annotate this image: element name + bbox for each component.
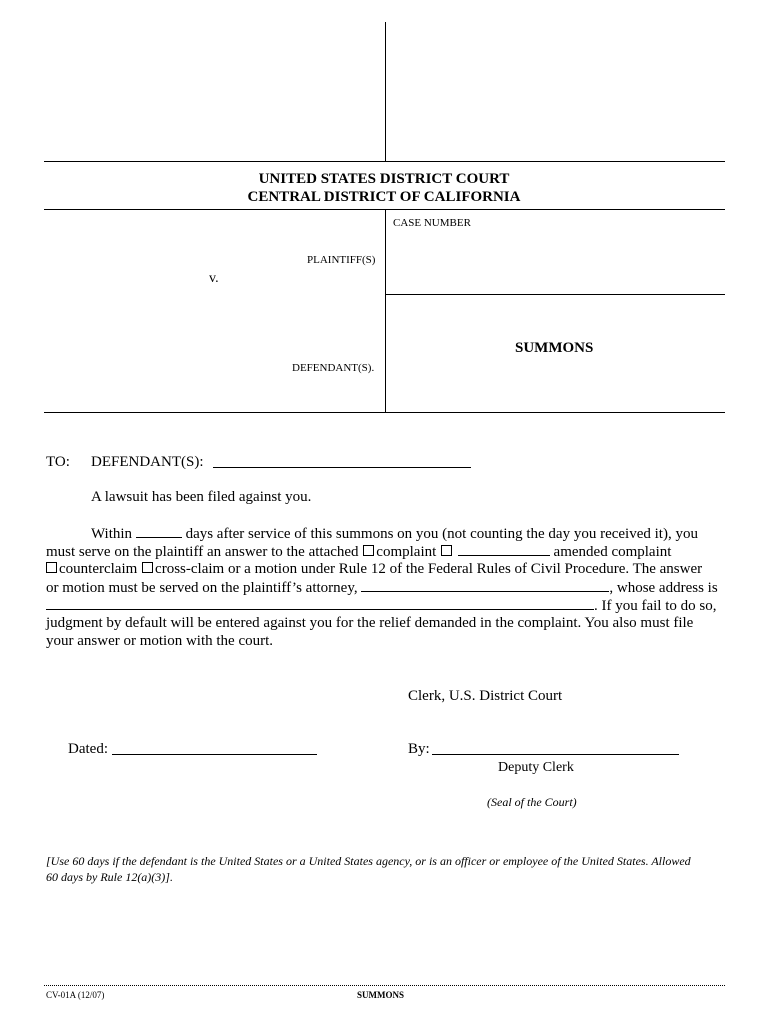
caption-divider bbox=[385, 209, 386, 413]
court-name: UNITED STATES DISTRICT COURT bbox=[258, 171, 510, 187]
amended-blank[interactable] bbox=[458, 542, 550, 556]
form-id: CV-01A (12/07) bbox=[46, 990, 105, 1000]
para-line-2 bbox=[46, 542, 671, 561]
defendants-label: DEFENDANT(S): bbox=[91, 454, 204, 470]
if-fail-text: . If you fail to do so, bbox=[594, 598, 717, 614]
para-line-1 bbox=[91, 524, 698, 543]
attorney-blank[interactable] bbox=[361, 578, 609, 592]
address-blank[interactable] bbox=[46, 596, 594, 610]
signature-blank[interactable] bbox=[432, 754, 679, 755]
summons-title: SUMMONS bbox=[515, 340, 594, 356]
header-divider bbox=[385, 22, 386, 162]
para-line-7: your answer or motion with the court. bbox=[46, 633, 274, 649]
footer-title: SUMMONS bbox=[357, 990, 404, 1000]
case-number-label: CASE NUMBER bbox=[393, 217, 471, 229]
court-district: CENTRAL DISTRICT OF CALIFORNIA bbox=[247, 189, 521, 205]
para-line-4 bbox=[46, 578, 718, 597]
within-text: Within bbox=[91, 526, 133, 542]
counterclaim-text: counterclaim bbox=[59, 561, 138, 577]
complaint-text: complaint bbox=[376, 544, 437, 560]
amended-text: amended complaint bbox=[553, 544, 672, 560]
seal-label: (Seal of the Court) bbox=[487, 795, 577, 809]
defendant-label: DEFENDANT(S). bbox=[292, 362, 375, 374]
footer-rule bbox=[44, 985, 725, 986]
clerk-label: Clerk, U.S. District Court bbox=[408, 688, 563, 704]
versus-label: v. bbox=[209, 271, 219, 286]
dated-blank[interactable] bbox=[112, 754, 317, 755]
counterclaim-checkbox[interactable] bbox=[46, 562, 57, 573]
rule-top bbox=[44, 161, 725, 162]
para-line-3 bbox=[46, 560, 702, 578]
must-serve-text: must serve on the plaintiff an answer to the attached bbox=[46, 544, 359, 560]
complaint-checkbox[interactable] bbox=[363, 545, 374, 556]
to-label: TO: bbox=[46, 454, 70, 470]
whose-address-text: , whose address is bbox=[609, 580, 718, 596]
rule-case-number bbox=[385, 294, 725, 295]
deputy-clerk-label: Deputy Clerk bbox=[498, 760, 574, 775]
or-motion-text: or motion must be served on the plaintiff’s attorney, bbox=[46, 580, 358, 596]
footnote-line-1: [Use 60 days if the defendant is the United States or a United States agency, or is an officer or employee of the United States. Allowed bbox=[46, 854, 691, 868]
amended-checkbox[interactable] bbox=[441, 545, 452, 556]
crossclaim-checkbox[interactable] bbox=[142, 562, 153, 573]
defendants-blank[interactable] bbox=[213, 467, 471, 468]
days-after-text: days after service of this summons on you (not counting the day you received it), you bbox=[185, 526, 698, 542]
rule-caption-bottom bbox=[44, 412, 725, 413]
lawsuit-line: A lawsuit has been filed against you. bbox=[91, 489, 312, 505]
footnote-line-2: 60 days by Rule 12(a)(3)]. bbox=[46, 870, 173, 884]
plaintiff-label: PLAINTIFF(S) bbox=[307, 254, 376, 266]
days-blank[interactable] bbox=[136, 524, 182, 538]
crossclaim-text: cross-claim or a motion under Rule 12 of the Federal Rules of Civil Procedure. The answer bbox=[155, 561, 703, 577]
para-line-5 bbox=[46, 596, 716, 615]
para-line-6: judgment by default will be entered against you for the relief demanded in the complaint. You also must file bbox=[46, 615, 694, 631]
by-label: By: bbox=[408, 741, 430, 757]
dated-label: Dated: bbox=[68, 741, 108, 757]
